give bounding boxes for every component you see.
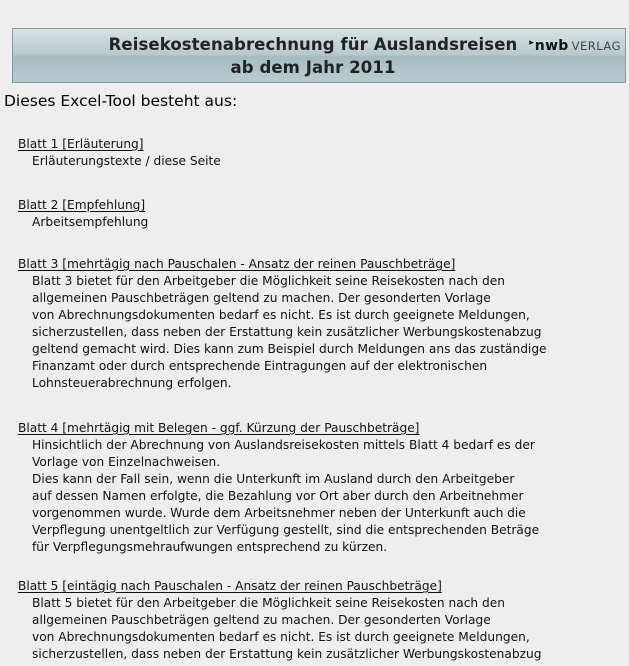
section-heading-blatt-1[interactable]: Blatt 1 [Erläuterung] [18,137,144,151]
section-body [18,273,618,392]
intro-text: Dieses Excel-Tool besteht aus: [4,92,238,110]
logo-verlag-text: VERLAG [571,39,621,53]
title-line-1: Reisekostenabrechnung für Auslandsreisen [108,35,518,54]
section-blatt-4 [18,420,618,556]
section-blatt-1 [18,136,618,170]
nwb-verlag-logo [529,38,621,54]
section-line: Arbeitsempfehlung [32,215,149,229]
section-body [18,153,618,170]
section-line: Blatt 3 bietet für den Arbeitgeber die Möglichkeit seine Reisekosten nach den [32,274,505,288]
section-body [18,214,618,231]
section-heading-blatt-4[interactable]: Blatt 4 [mehrtägig mit Belegen - ggf. Kürzung der Pauschbeträge] [18,421,420,435]
section-line: Finanzamt oder durch entsprechende Eintragungen auf der elektronischen [32,359,488,373]
section-line: Erläuterungstexte / diese Seite [32,154,221,168]
section-line: allgemeinen Pauschbeträgen geltend zu machen. Der gesonderten Vorlage [32,291,491,305]
logo-nwb-text: nwb [534,38,569,54]
section-line: Vorlage von Einzelnachweisen. [32,455,221,469]
logo-arrow-icon: ▸ [529,38,534,48]
section-heading-blatt-3[interactable]: Blatt 3 [mehrtägig nach Pauschalen - Ansatz der reinen Pauschbeträge] [18,257,456,271]
section-heading-blatt-2[interactable]: Blatt 2 [Empfehlung] [18,198,146,212]
section-heading-blatt-5[interactable]: Blatt 5 [eintägig nach Pauschalen - Ansatz der reinen Pauschbeträge] [18,579,442,593]
section-line: Blatt 5 bietet für den Arbeitgeber die Möglichkeit seine Reisekosten nach den [32,596,505,610]
section-line: Hinsichtlich der Abrechnung von Auslandsreisekosten mittels Blatt 4 bedarf es der [32,438,535,452]
section-line: vorgenommen wurde. Wurde dem Arbeitsnehmer neben der Unterkunft auch die [32,506,526,520]
section-body [18,595,618,663]
title-line-2: ab dem Jahr 2011 [230,58,396,77]
section-line: allgemeinen Pauschbeträgen geltend zu machen. Der gesonderten Vorlage [32,613,491,627]
section-line: Lohnsteuerabrechnung erfolgen. [32,376,232,390]
section-line: sicherzustellen, dass neben der Erstattung kein zusätzlicher Werbungskostenabzug [32,325,542,339]
section-blatt-5 [18,578,618,663]
title-banner [12,28,626,83]
section-line: sicherzustellen, dass neben der Erstattung kein zusätzlicher Werbungskostenabzug [32,647,542,661]
section-line: für Verpflegungsmehraufwungen entsprechend zu kürzen. [32,540,388,554]
section-line: auf dessen Namen erfolgte, die Bezahlung vor Ort aber durch den Arbeitnehmer [32,489,524,503]
section-blatt-2 [18,197,618,231]
section-blatt-3 [18,256,618,392]
section-line: von Abrechnungsdokumenten bedarf es nicht. Es ist durch geeignete Meldungen, [32,308,530,322]
section-line: Dies kann der Fall sein, wenn die Unterkunft im Ausland durch den Arbeitgeber [32,472,515,486]
section-body [18,437,618,556]
section-line: von Abrechnungsdokumenten bedarf es nicht. Es ist durch geeignete Meldungen, [32,630,530,644]
section-line: geltend gemacht wird. Dies kann zum Beispiel durch Meldungen ans das zuständige [32,342,547,356]
section-line: Verpflegung unentgeltlich zur Verfügung gestellt, sind die entsprechenden Beträge [32,523,540,537]
